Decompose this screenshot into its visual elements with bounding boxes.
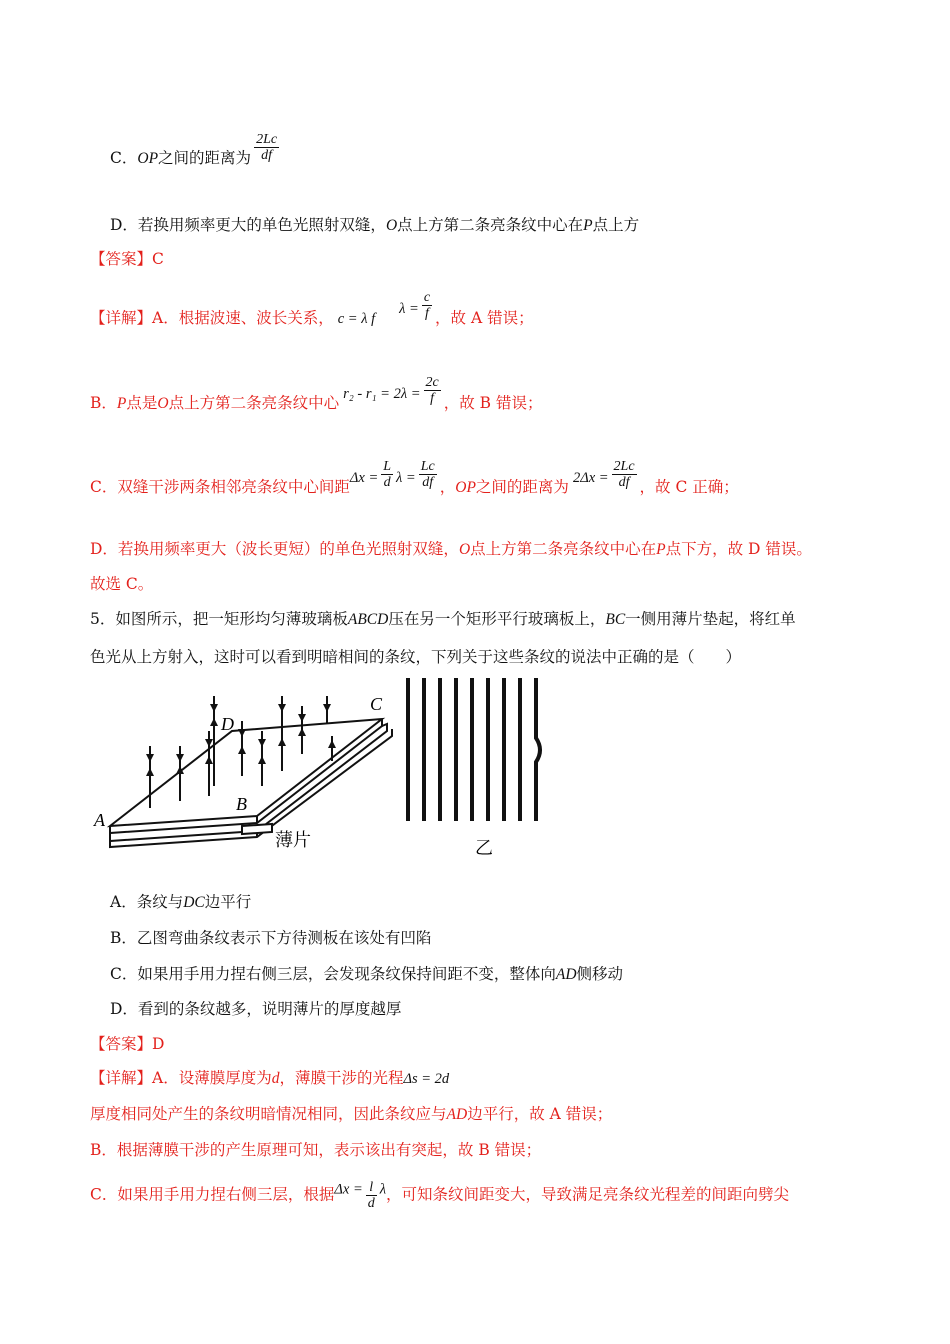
q5-detail-a2: 厚度相同处产生的条纹明暗情况相同，因此条纹应与AD边平行，故 A 错误； (90, 1105, 613, 1123)
fraction-lc-df: $\frac{Lc}{df}$ (420, 459, 435, 490)
fraction-2lc-df: $\frac{2Lc}{df}$ (256, 132, 278, 163)
fraction-2lc-df-result: $\frac{2Lc}{df}$ (613, 459, 635, 490)
label-b: B (236, 794, 247, 814)
q4-detail-d: D．若换用频率更大（波长更短）的单色光照射双缝，O点上方第二条亮条纹中心在P点下方，故 D 错误。 (90, 540, 812, 558)
thin-sheet (242, 824, 272, 834)
fraction-c-f: $\frac{c}{f}$ (423, 290, 431, 321)
q4-answer: 【答案】C (90, 250, 164, 268)
q5-detail-b: B．根据薄膜干涉的产生原理可知，表示该出有突起，故 B 错误； (90, 1141, 542, 1159)
fringe-pattern (408, 678, 540, 821)
glass-plates-figure (92, 676, 562, 856)
q5-option-d: D．看到的条纹越多，说明薄片的厚度越厚 (110, 1000, 402, 1018)
fraction-l-d: $\frac{L}{d}$ (383, 459, 392, 490)
q5-answer: 【答案】D (90, 1035, 165, 1053)
q4-option-c: C．OP之间的距离为 $\frac{2Lc}{df}$ (110, 132, 278, 167)
q4-option-d: D．若换用频率更大的单色光照射双缝，O点上方第二条亮条纹中心在P点上方 (110, 216, 640, 234)
q5-detail-c: C．如果用手用力捏右侧三层，根据Δx = $\frac{l}{d}$ λ，可知条纹间距变大，导致满足亮条纹光程差的间距向劈尖 (90, 1180, 790, 1211)
q4-detail-b: B．P点是O点上方第二条亮条纹中心 r₂ - r₁ = 2λ = $\frac{2c}{f}$ ，故 B 错误； (90, 375, 543, 412)
q5-detail-a: 【详解】A．设薄膜厚度为d，薄膜干涉的光程Δs = 2d (90, 1069, 450, 1087)
q4-detail-c: C．双缝干涉两条相邻亮条纹中心间距Δx = $\frac{L}{d}$ λ = $\frac{Lc}{df}$ ，OP之间的距离为 2Δx = $\frac{2Lc}{df}$ ，故 C 正确； (90, 459, 739, 496)
op-symbol: OP (137, 150, 159, 167)
q5-option-a: A．条纹与DC边平行 (110, 893, 252, 911)
label-c: C (370, 694, 383, 714)
q5-option-b: B．乙图弯曲条纹表示下方待测板在该处有凹陷 (110, 929, 432, 947)
label-a: A (94, 810, 105, 830)
q5-stem-line1: 5．如图所示，把一矩形均匀薄玻璃板ABCD压在另一个矩形平行玻璃板上，BC一侧用薄片垫起，将红单 (90, 610, 796, 628)
fraction-2c-f: $\frac{2c}{f}$ (425, 375, 439, 406)
q4-select: 故选 C。 (90, 575, 154, 593)
label-d: D (221, 714, 234, 734)
q4-detail-a: 【详解】A．根据波速、波长关系， c = λ fλ = $\frac{c}{f}$ ，故 A 错误； (90, 290, 534, 327)
fraction-l-over-d: $\frac{l}{d}$ (367, 1180, 375, 1211)
q5-option-c: C．如果用手用力捏右侧三层，会发现条纹保持间距不变，整体向AD侧移动 (110, 965, 624, 983)
label-sheet: 薄片 (275, 830, 311, 851)
label-yi: 乙 (475, 838, 493, 856)
q5-stem-line2: 色光从上方射入，这时可以看到明暗相间的条纹，下列关于这些条纹的说法中正确的是（ ） (90, 648, 742, 666)
curved-fringe (536, 678, 540, 821)
